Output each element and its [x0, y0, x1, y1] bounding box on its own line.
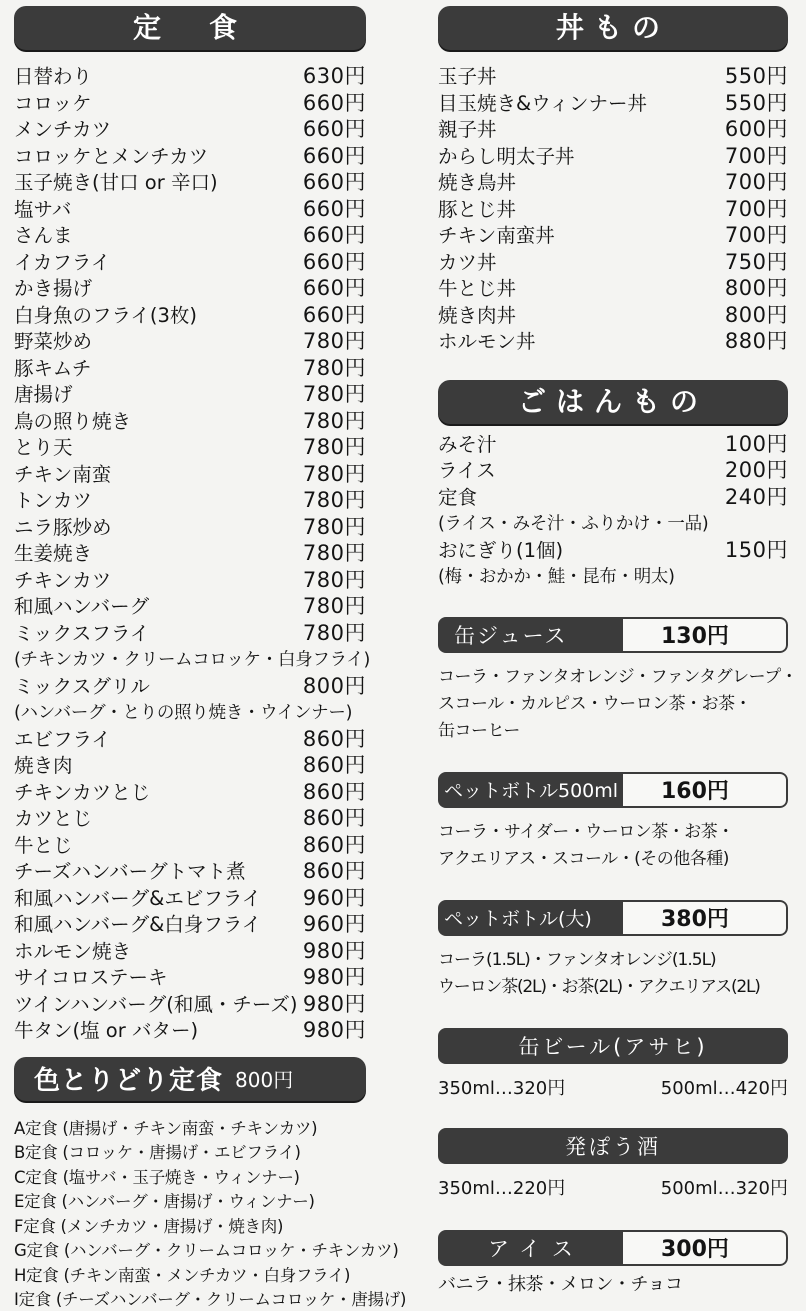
- item-price: 630円: [302, 64, 366, 89]
- item-price: 660円: [302, 170, 366, 195]
- can-juice-line-2: スコール・カルピス・ウーロン茶・お茶・: [438, 693, 752, 714]
- beer-large: 500ml…420円: [660, 1077, 788, 1099]
- item-price: 550円: [724, 90, 788, 115]
- pet500-price: 160円: [623, 772, 788, 808]
- teishoku-header: 定 食: [14, 6, 366, 50]
- menu-item: [438, 248, 788, 275]
- item-price: 660円: [302, 276, 366, 301]
- donburi-list: [438, 62, 788, 354]
- menu-item: [14, 751, 366, 778]
- menu-item: [14, 301, 366, 328]
- item-price: 660円: [302, 249, 366, 274]
- menu-item: [14, 380, 366, 407]
- set-item: C定食 (塩サバ・玉子焼き・ウィンナー): [14, 1167, 300, 1187]
- item-price: 660円: [302, 143, 366, 168]
- item-name: 豚とじ丼: [438, 197, 517, 221]
- item-name: コロッケ: [14, 91, 92, 115]
- menu-item: [438, 142, 788, 169]
- item-price: 700円: [724, 223, 788, 248]
- item-price: 880円: [724, 329, 788, 354]
- item-name: みそ汁: [438, 432, 497, 456]
- item-price: 800円: [302, 673, 366, 698]
- irodori-price: 800円: [235, 1068, 294, 1092]
- mix-fry-note: (チキンカツ・クリームコロッケ・白身フライ): [14, 649, 371, 670]
- gohan-header: ごはんもの: [438, 380, 788, 424]
- item-name: コロッケとメンチカツ: [14, 144, 209, 168]
- item-name: 野菜炒め: [14, 330, 93, 354]
- item-name: 和風ハンバーグ&白身フライ: [14, 913, 262, 937]
- item-name: カツとじ: [14, 807, 93, 831]
- set-item: E定食 (ハンバーグ・唐揚げ・ウィンナー): [14, 1192, 315, 1212]
- menu-item: [14, 990, 366, 1017]
- menu-item: [14, 221, 366, 248]
- item-name: さんま: [14, 224, 73, 248]
- menu-item: [438, 195, 788, 222]
- item-name: 塩サバ: [14, 197, 72, 221]
- menu-item-miso: [438, 430, 788, 457]
- item-name: 牛タン(塩 or バター): [14, 1019, 199, 1043]
- item-name: 和風ハンバーグ&エビフライ: [14, 886, 262, 910]
- item-name: 日替わり: [14, 65, 93, 89]
- item-name: 牛とじ: [14, 833, 73, 857]
- pet500-line-1: コーラ・サイダー・ウーロン茶・お茶・: [438, 821, 734, 842]
- menu-item: [14, 804, 366, 831]
- menu-item: [14, 354, 366, 381]
- item-name: 定食: [438, 485, 478, 509]
- menu-item: [14, 963, 366, 990]
- item-price: 660円: [302, 196, 366, 221]
- item-name: ニラ豚炒め: [14, 515, 112, 539]
- item-name: ミックスフライ: [14, 621, 150, 645]
- menu-item: [14, 142, 366, 169]
- item-price: 200円: [724, 458, 788, 483]
- right-column: [438, 0, 798, 1297]
- set-item: I定食 (チーズハンバーグ・クリームコロッケ・唐揚げ): [14, 1290, 407, 1310]
- ice-price: 300円: [623, 1230, 788, 1266]
- teishoku-set-note: (ライス・みそ汁・ふりかけ・一品): [438, 513, 709, 534]
- teishoku-list: [14, 62, 366, 645]
- item-name: ホルモン焼き: [14, 939, 132, 963]
- item-price: 860円: [302, 806, 366, 831]
- can-juice-bar: [438, 617, 788, 653]
- irodori-title: 色とりどり定食: [34, 1066, 224, 1096]
- item-price: 800円: [724, 276, 788, 301]
- item-name: カツ丼: [438, 250, 497, 274]
- item-name: チーズハンバーグトマト煮: [14, 860, 246, 884]
- item-price: 780円: [302, 567, 366, 592]
- item-price: 780円: [302, 488, 366, 513]
- menu-item: [14, 539, 366, 566]
- item-price: 860円: [302, 832, 366, 857]
- item-price: 550円: [724, 64, 788, 89]
- pet-large-line-2: ウーロン茶(2L)・お茶(2L)・アクエリアス(2L): [438, 976, 760, 997]
- item-name: ライス: [438, 459, 496, 483]
- item-price: 240円: [724, 484, 788, 509]
- menu-item: [14, 327, 366, 354]
- item-name: 目玉焼き&ウィンナー丼: [438, 91, 648, 115]
- item-price: 860円: [302, 753, 366, 778]
- item-price: 780円: [302, 329, 366, 354]
- menu-item: [14, 115, 366, 142]
- item-name: とり天: [14, 436, 73, 460]
- item-price: 700円: [724, 143, 788, 168]
- set-item: B定食 (コロッケ・唐揚げ・エビフライ): [14, 1143, 301, 1163]
- menu-item: [14, 831, 366, 858]
- menu-item: [14, 248, 366, 275]
- item-name: チキンカツ: [14, 568, 112, 592]
- item-price: 980円: [302, 1018, 366, 1043]
- pet-large-price: 380円: [623, 900, 788, 936]
- item-name: イカフライ: [14, 250, 111, 274]
- pet-large-bar: [438, 900, 788, 936]
- menu-item: [14, 274, 366, 301]
- pet500-bar: [438, 772, 788, 808]
- can-juice-price: 130円: [623, 617, 788, 653]
- item-name: からし明太子丼: [438, 144, 575, 168]
- menu-item: [14, 460, 366, 487]
- menu-item: [14, 486, 366, 513]
- item-price: 700円: [724, 196, 788, 221]
- menu-item: [438, 115, 788, 142]
- item-price: 980円: [302, 938, 366, 963]
- item-name: 玉子丼: [438, 65, 497, 89]
- set-item: G定食 (ハンバーグ・クリームコロッケ・チキンカツ): [14, 1241, 399, 1261]
- happoshu-small: 350ml…220円: [438, 1177, 566, 1199]
- beer-bar: 缶ビール(アサヒ): [438, 1028, 788, 1064]
- menu-item: [438, 221, 788, 248]
- item-name: 豚キムチ: [14, 356, 92, 380]
- menu-item-teishoku-set: [438, 483, 788, 510]
- item-price: 860円: [302, 779, 366, 804]
- item-name: 牛とじ丼: [438, 277, 517, 301]
- happoshu-prices: [438, 1172, 788, 1202]
- menu-item-onigiri: [438, 536, 788, 563]
- can-juice-label: 缶ジュース: [438, 617, 623, 653]
- menu-item: [438, 327, 788, 354]
- pet500-line-2: アクエリアス・スコール・(その他各種): [438, 848, 729, 869]
- teishoku-list-2: [14, 725, 366, 1043]
- item-price: 860円: [302, 726, 366, 751]
- donburi-header: 丼もの: [438, 6, 788, 50]
- menu-item: [14, 195, 366, 222]
- menu-item: [14, 592, 366, 619]
- menu-item: [14, 513, 366, 540]
- menu-item-rice: [438, 456, 788, 483]
- left-column: [14, 0, 407, 1311]
- item-price: 860円: [302, 859, 366, 884]
- menu-item: [14, 725, 366, 752]
- can-juice-line-1: コーラ・ファンタオレンジ・ファンタグレープ・: [438, 666, 798, 687]
- item-price: 600円: [724, 117, 788, 142]
- item-price: 660円: [302, 90, 366, 115]
- menu-item: [14, 910, 366, 937]
- ice-flavors: バニラ・抹茶・メロン・チョコ: [438, 1274, 683, 1295]
- item-price: 780円: [302, 541, 366, 566]
- pet-large-line-1: コーラ(1.5L)・ファンタオレンジ(1.5L): [438, 949, 716, 970]
- beer-small: 350ml…320円: [438, 1077, 566, 1099]
- item-name: トンカツ: [14, 489, 93, 513]
- item-price: 150円: [724, 537, 788, 562]
- pet500-label: ペットボトル500ml: [438, 772, 623, 808]
- item-price: 780円: [302, 594, 366, 619]
- item-name: 生姜焼き: [14, 542, 93, 566]
- can-juice-line-3: 缶コーヒー: [438, 720, 520, 741]
- item-price: 780円: [302, 435, 366, 460]
- menu-item: [14, 884, 366, 911]
- menu-item: [14, 566, 366, 593]
- item-name: 親子丼: [438, 118, 497, 142]
- menu-item: [438, 168, 788, 195]
- menu-item: [438, 62, 788, 89]
- happoshu-bar: 発ぽう酒: [438, 1128, 788, 1164]
- irodori-header: [14, 1057, 366, 1101]
- item-price: 960円: [302, 885, 366, 910]
- item-price: 100円: [724, 431, 788, 456]
- set-item: A定食 (唐揚げ・チキン南蛮・チキンカツ): [14, 1118, 318, 1138]
- beer-prices: [438, 1072, 788, 1102]
- item-name: ホルモン丼: [438, 330, 536, 354]
- menu-item: [438, 301, 788, 328]
- item-price: 780円: [302, 408, 366, 433]
- item-name: メンチカツ: [14, 118, 112, 142]
- item-price: 660円: [302, 117, 366, 142]
- item-name: 鳥の照り焼き: [14, 409, 132, 433]
- item-name: おにぎり(1個): [438, 538, 564, 562]
- item-price: 780円: [302, 620, 366, 645]
- item-name: かき揚げ: [14, 277, 93, 301]
- item-price: 960円: [302, 912, 366, 937]
- item-price: 660円: [302, 223, 366, 248]
- item-price: 780円: [302, 514, 366, 539]
- item-price: 780円: [302, 382, 366, 407]
- irodori-set-list: [14, 1115, 407, 1311]
- menu-item: [14, 89, 366, 116]
- item-price: 980円: [302, 965, 366, 990]
- item-price: 700円: [724, 170, 788, 195]
- set-item: F定食 (メンチカツ・唐揚げ・焼き肉): [14, 1216, 284, 1236]
- item-price: 660円: [302, 302, 366, 327]
- item-name: チキン南蛮丼: [438, 224, 555, 248]
- happoshu-large: 500ml…320円: [660, 1177, 788, 1199]
- menu-item: [14, 62, 366, 89]
- menu-item: [438, 274, 788, 301]
- menu-item: [438, 89, 788, 116]
- item-price: 780円: [302, 355, 366, 380]
- item-name: チキン南蛮: [14, 462, 112, 486]
- menu-item: [14, 433, 366, 460]
- item-name: サイコロステーキ: [14, 966, 168, 990]
- item-name: エビフライ: [14, 727, 111, 751]
- ice-label: アイス: [438, 1230, 623, 1266]
- item-price: 800円: [724, 302, 788, 327]
- item-name: 焼き肉丼: [438, 303, 517, 327]
- set-item: H定食 (チキン南蛮・メンチカツ・白身フライ): [14, 1265, 351, 1285]
- item-price: 750円: [724, 249, 788, 274]
- ice-bar: [438, 1230, 788, 1266]
- item-name: 玉子焼き(甘口 or 辛口): [14, 171, 218, 195]
- item-name: 焼き肉: [14, 754, 73, 778]
- mix-grill-note: (ハンバーグ・とりの照り焼き・ウインナー): [14, 702, 353, 723]
- item-name: 和風ハンバーグ: [14, 595, 150, 619]
- item-name: ミックスグリル: [14, 674, 150, 698]
- item-name: チキンカツとじ: [14, 780, 151, 804]
- item-price: 780円: [302, 461, 366, 486]
- menu-item: [14, 168, 366, 195]
- menu-item: [14, 619, 366, 646]
- item-name: 唐揚げ: [14, 383, 73, 407]
- item-name: 焼き鳥丼: [438, 171, 517, 195]
- item-name: 白身魚のフライ(3枚): [14, 303, 198, 327]
- menu-item: [14, 1016, 366, 1043]
- menu-item: [14, 937, 366, 964]
- menu-item: [14, 778, 366, 805]
- menu-item: [14, 407, 366, 434]
- item-price: 980円: [302, 991, 366, 1016]
- menu-item: [14, 857, 366, 884]
- item-name: ツインハンバーグ(和風・チーズ): [14, 992, 298, 1016]
- onigiri-note: (梅・おかか・鮭・昆布・明太): [438, 566, 675, 587]
- menu-item-mix-grill: [14, 672, 366, 699]
- pet-large-label: ペットボトル(大): [438, 900, 623, 936]
